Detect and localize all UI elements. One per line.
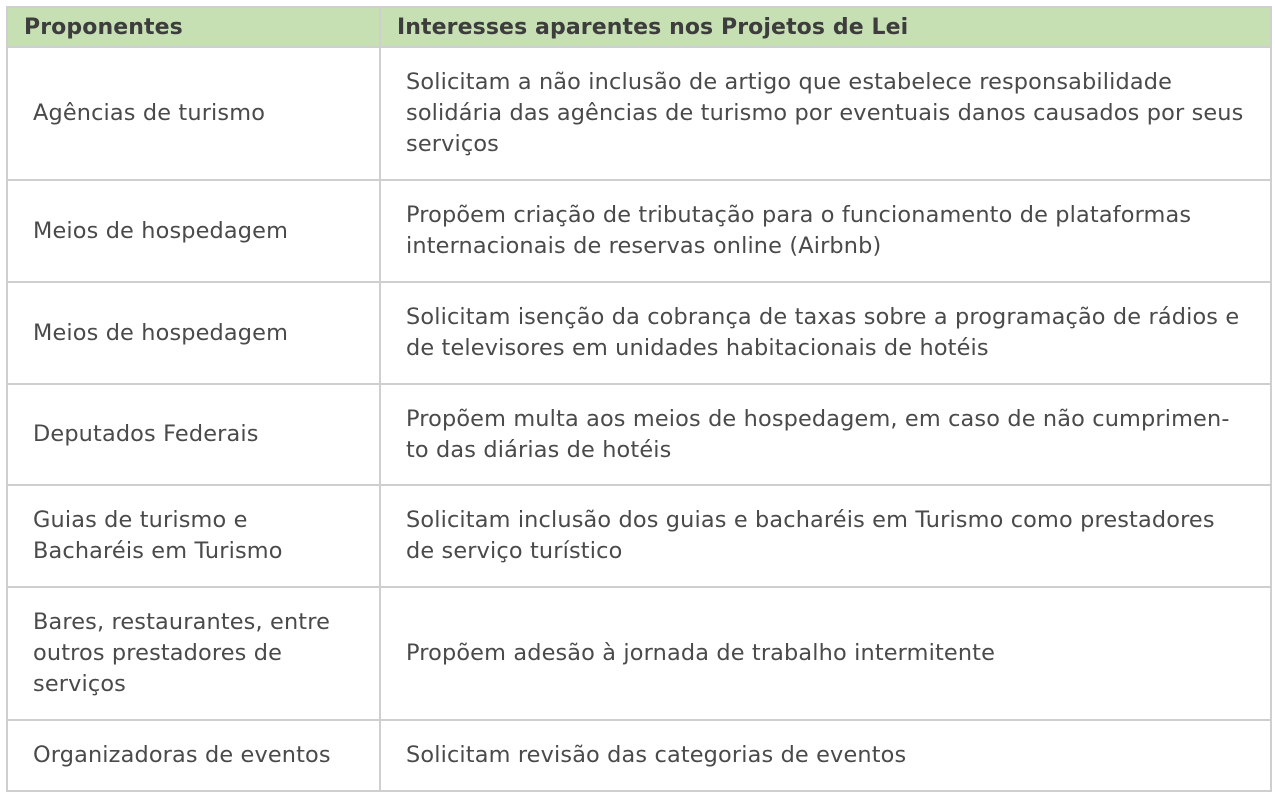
proponents-table-container xyxy=(6,6,1270,792)
interest-cell: Solicitam a não inclusão de artigo que estabelece responsabilidade solidária das agências de turismo por eventuais danos causados por seus serviços xyxy=(380,47,1271,180)
table-row xyxy=(7,384,1271,485)
proponents-table xyxy=(6,6,1272,792)
table-row xyxy=(7,485,1271,587)
table-row xyxy=(7,720,1271,791)
proponent-cell: Bares, restaurantes, entre outros prestadores de serviços xyxy=(7,587,380,720)
table-row xyxy=(7,180,1271,282)
interest-cell: Propõem criação de tributação para o funcionamento de plataformas internacionais de reservas online (Airbnb) xyxy=(380,180,1271,282)
table-row xyxy=(7,587,1271,720)
proponent-cell: Meios de hospedagem xyxy=(7,180,380,282)
proponent-cell: Organizadoras de eventos xyxy=(7,720,380,791)
proponent-cell: Deputados Federais xyxy=(7,384,380,485)
interest-cell: Solicitam revisão das categorias de eventos xyxy=(380,720,1271,791)
header-proponentes: Proponentes xyxy=(7,7,380,47)
proponent-cell: Meios de hospedagem xyxy=(7,282,380,384)
proponent-cell: Guias de turismo e Bacharéis em Turismo xyxy=(7,485,380,587)
proponent-cell: Agências de turismo xyxy=(7,47,380,180)
table-header-row xyxy=(7,7,1271,47)
interest-cell: Propõem multa aos meios de hospedagem, em caso de não cumprimen-to das diárias de hotéis xyxy=(380,384,1271,485)
header-interesses: Interesses aparentes nos Projetos de Lei xyxy=(380,7,1271,47)
table-row xyxy=(7,282,1271,384)
table-row xyxy=(7,47,1271,180)
interest-cell: Solicitam inclusão dos guias e bacharéis em Turismo como prestadores de serviço turístico xyxy=(380,485,1271,587)
interest-cell: Solicitam isenção da cobrança de taxas sobre a programação de rádios e de televisores em unidades habitacionais de hotéis xyxy=(380,282,1271,384)
interest-cell: Propõem adesão à jornada de trabalho intermitente xyxy=(380,587,1271,720)
